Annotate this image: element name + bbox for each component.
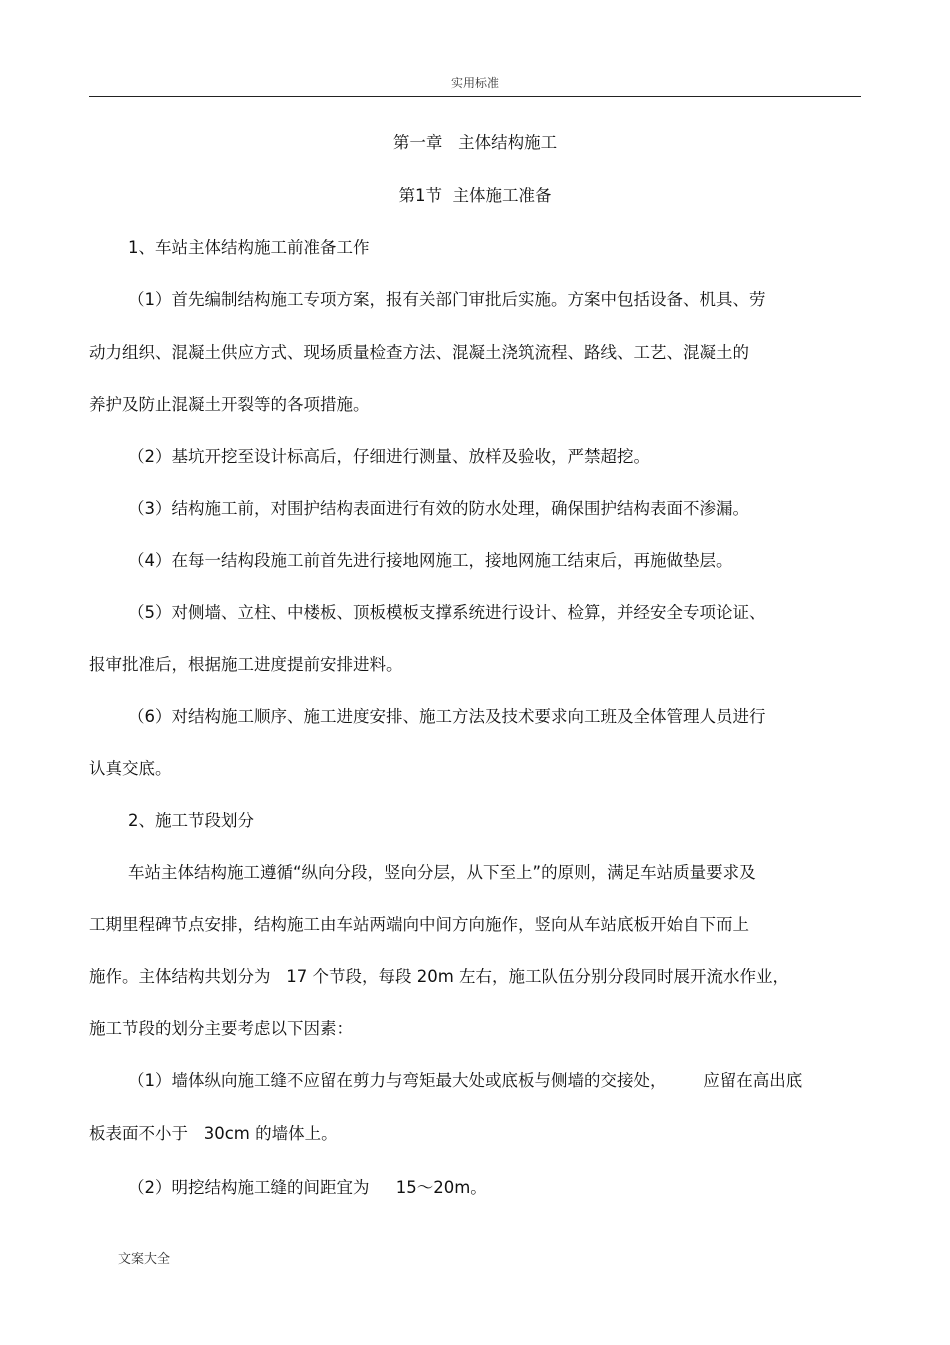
- paragraph-line: 报审批准后，根据施工进度提前安排进料。: [89, 655, 403, 674]
- heading-1: 1、车站主体结构施工前准备工作: [128, 238, 370, 257]
- paragraph-line: （6）对结构施工顺序、施工进度安排、施工方法及技术要求向工班及全体管理人员进行: [128, 707, 766, 726]
- paragraph-line: 施工节段的划分主要考虑以下因素：: [89, 1019, 353, 1038]
- paragraph-line: 认真交底。: [89, 759, 172, 778]
- paragraph-line: （4）在每一结构段施工前首先进行接地网施工，接地网施工结束后，再施做垫层。: [128, 551, 733, 570]
- paragraph-line: （3）结构施工前，对围护结构表面进行有效的防水处理，确保围护结构表面不渗漏。: [128, 499, 749, 518]
- paragraph-line: （1）首先编制结构施工专项方案，报有关部门审批后实施。方案中包括设备、机具、劳: [128, 290, 766, 309]
- paragraph-line: （1）墙体纵向施工缝不应留在剪力与弯矩最大处或底板与侧墙的交接处， 应留在高出底: [128, 1071, 803, 1090]
- paragraph-line: 板表面不小于 30cm 的墙体上。: [89, 1124, 338, 1143]
- paragraph-line: 动力组织、混凝土供应方式、现场质量检查方法、混凝土浇筑流程、路线、工艺、混凝土的: [89, 343, 749, 362]
- paragraph-line: （2）明挖结构施工缝的间距宜为 15～20m。: [128, 1178, 487, 1197]
- paragraph-line: 车站主体结构施工遵循“纵向分段，竖向分层，从下至上”的原则，满足车站质量要求及: [128, 863, 756, 882]
- chapter-title: 第一章 主体结构施工: [392, 133, 558, 152]
- paragraph-line: 工期里程碑节点安排，结构施工由车站两端向中间方向施作，竖向从车站底板开始自下而上: [89, 915, 749, 934]
- header-text: 实用标准: [450, 76, 499, 90]
- paragraph-line: 养护及防止混凝土开裂等的各项措施。: [89, 395, 370, 414]
- paragraph-line: 施作。主体结构共划分为 17 个节段，每段 20m 左右，施工队伍分别分段同时展开流水作业，: [89, 967, 790, 986]
- heading-2: 2、施工节段划分: [128, 811, 254, 830]
- page-footer: 文案大全: [118, 1252, 171, 1267]
- section-title: 第1节 主体施工准备: [398, 186, 552, 205]
- paragraph-line: （2）基坑开挖至设计标高后，仔细进行测量、放样及验收，严禁超挖。: [128, 447, 650, 466]
- paragraph-line: （5）对侧墙、立柱、中楼板、顶板模板支撑系统进行设计、检算，并经安全专项论证、: [128, 603, 766, 622]
- header-divider: [89, 96, 861, 97]
